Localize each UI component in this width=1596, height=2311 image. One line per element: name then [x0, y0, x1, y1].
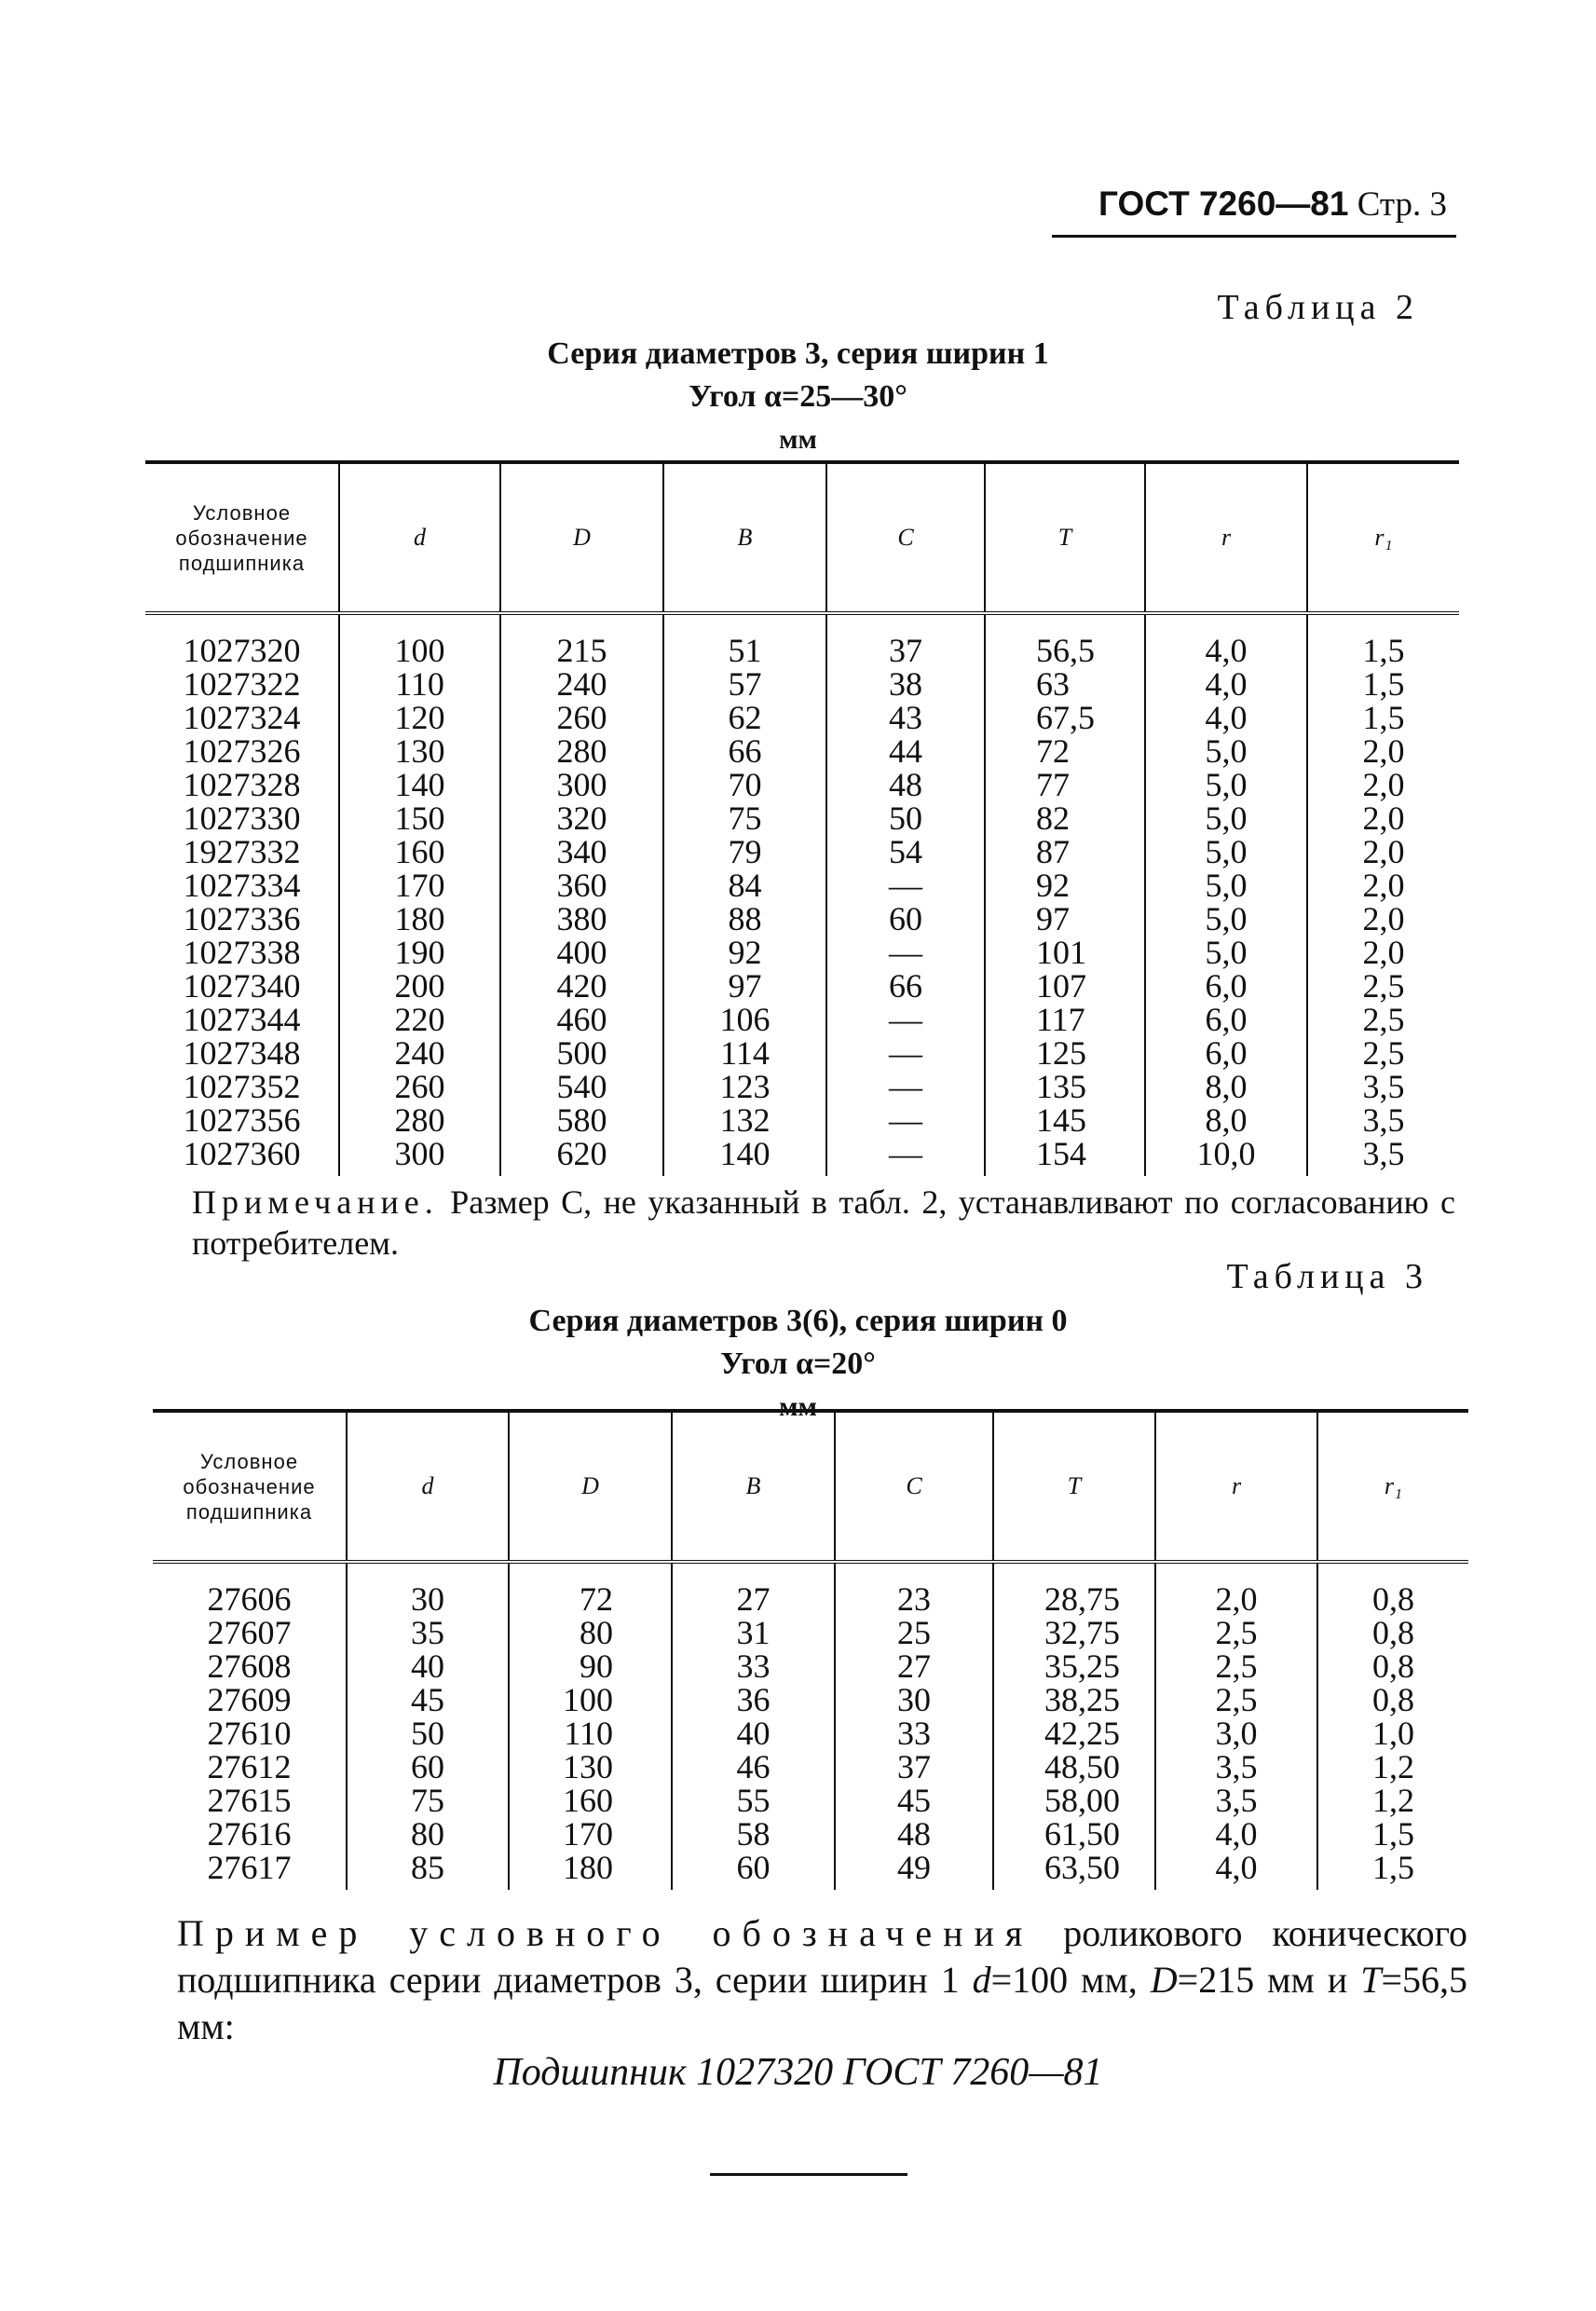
cell-C: —	[826, 1103, 985, 1137]
cell-d: 200	[339, 969, 500, 1003]
note-text: Размер С, не указанный в табл. 2, устанавливают по согласованию с потребителем.	[192, 1183, 1455, 1262]
cell-d: 220	[339, 1003, 500, 1036]
cell-r1: 2,0	[1307, 835, 1459, 868]
cell-T: 92	[985, 868, 1145, 902]
cell-T: 58,00	[993, 1784, 1155, 1817]
cell-r1: 1,5	[1307, 667, 1459, 701]
cell-C: —	[826, 1070, 985, 1103]
cell-designation: 27609	[207, 1681, 292, 1718]
cell-T: 87	[985, 835, 1145, 868]
table2-header-C: C	[826, 462, 985, 613]
cell-C: —	[826, 1036, 985, 1070]
cell-B: 140	[663, 1137, 826, 1176]
cell-designation: 1027336	[183, 900, 301, 937]
table2-body	[145, 613, 1459, 1176]
cell-B: 33	[672, 1649, 835, 1683]
cell-r1: 1,5	[1317, 1851, 1468, 1890]
cell-d: 140	[339, 768, 500, 801]
table3-header-r1: r₁	[1317, 1411, 1468, 1562]
cell-T: 97	[985, 902, 1145, 936]
cell-d: 190	[339, 936, 500, 969]
cell-d: 170	[339, 868, 500, 902]
cell-C: 48	[826, 768, 985, 801]
cell-r1: 1,5	[1307, 701, 1459, 734]
table-row	[153, 1683, 1468, 1716]
table-row	[153, 1616, 1468, 1649]
cell-d: 300	[339, 1137, 500, 1176]
cell-designation: 27606	[207, 1580, 292, 1618]
example-d-symbol: d	[972, 1959, 991, 2001]
cell-D: 580	[500, 1103, 663, 1137]
cell-C: 66	[826, 969, 985, 1003]
example-text-c: =215 мм и	[1177, 1959, 1361, 2001]
cell-d: 180	[339, 902, 500, 936]
cell-r: 4,0	[1155, 1851, 1317, 1890]
cell-r1: 1,0	[1317, 1716, 1468, 1750]
cell-T: 28,75	[993, 1562, 1155, 1616]
cell-r: 4,0	[1155, 1817, 1317, 1851]
cell-C: 49	[835, 1851, 993, 1890]
cell-designation: 1027344	[183, 1001, 301, 1038]
cell-r: 3,0	[1155, 1716, 1317, 1750]
cell-B: 79	[663, 835, 826, 868]
table-row	[145, 1137, 1459, 1176]
cell-C: 25	[835, 1616, 993, 1649]
table-row	[145, 734, 1459, 768]
cell-D: 400	[500, 936, 663, 969]
table3-title-line-2: Угол α=20°	[720, 1347, 876, 1381]
cell-B: 70	[663, 768, 826, 801]
table3-body	[153, 1562, 1468, 1890]
cell-r1: 2,0	[1307, 936, 1459, 969]
cell-designation: 27612	[207, 1748, 292, 1785]
cell-D: 320	[500, 801, 663, 835]
cell-C: —	[826, 868, 985, 902]
cell-B: 58	[672, 1817, 835, 1851]
page-number: Стр. 3	[1357, 185, 1447, 224]
page-header	[1098, 185, 1447, 225]
cell-B: 106	[663, 1003, 826, 1036]
cell-designation: 1027352	[183, 1068, 301, 1105]
cell-C: —	[826, 1137, 985, 1176]
table-row	[153, 1562, 1468, 1616]
table2-header-d: d	[339, 462, 500, 613]
cell-C: 54	[826, 835, 985, 868]
table2-header-T: T	[985, 462, 1145, 613]
cell-B: 46	[672, 1750, 835, 1784]
cell-designation: 27616	[207, 1815, 292, 1853]
cell-C: 50	[826, 801, 985, 835]
cell-r: 5,0	[1145, 868, 1307, 902]
cell-designation: 1927332	[183, 833, 301, 870]
cell-r: 3,5	[1155, 1784, 1317, 1817]
table2-note	[192, 1182, 1455, 1264]
cell-d: 85	[347, 1851, 509, 1890]
example-sample-designation: Подшипник 1027320 ГОСТ 7260—81	[493, 2051, 1103, 2094]
cell-T: 72	[985, 734, 1145, 768]
cell-designation: 1027348	[183, 1034, 301, 1072]
cell-T: 48,50	[993, 1750, 1155, 1784]
table-row	[145, 1070, 1459, 1103]
table3-header-d: d	[347, 1411, 509, 1562]
cell-B: 123	[663, 1070, 826, 1103]
table3-header-r: r	[1155, 1411, 1317, 1562]
cell-C: 43	[826, 701, 985, 734]
cell-D: 420	[500, 969, 663, 1003]
cell-d: 150	[339, 801, 500, 835]
cell-D: 460	[500, 1003, 663, 1036]
cell-designation: 1027360	[183, 1135, 301, 1172]
table-row	[153, 1649, 1468, 1683]
table-row	[145, 902, 1459, 936]
cell-designation: 1027326	[183, 732, 301, 770]
cell-designation: 1027334	[183, 867, 301, 904]
cell-designation: 27610	[207, 1715, 292, 1752]
table-row	[145, 667, 1459, 701]
cell-r: 2,5	[1155, 1683, 1317, 1716]
cell-B: 57	[663, 667, 826, 701]
cell-D: 90	[509, 1649, 672, 1683]
cell-r1: 2,5	[1307, 1003, 1459, 1036]
cell-D: 72	[509, 1562, 672, 1616]
cell-D: 130	[509, 1750, 672, 1784]
cell-d: 30	[347, 1562, 509, 1616]
cell-r: 3,5	[1155, 1750, 1317, 1784]
cell-T: 145	[985, 1103, 1145, 1137]
cell-r1: 0,8	[1317, 1683, 1468, 1716]
cell-C: 37	[835, 1750, 993, 1784]
cell-C: 44	[826, 734, 985, 768]
cell-r: 2,5	[1155, 1616, 1317, 1649]
cell-D: 360	[500, 868, 663, 902]
table3-header-D: D	[509, 1411, 672, 1562]
cell-r1: 1,2	[1317, 1750, 1468, 1784]
cell-B: 51	[663, 613, 826, 667]
example-text-d: =56,5 мм:	[177, 1959, 1468, 2047]
cell-D: 100	[509, 1683, 672, 1716]
cell-D: 80	[509, 1616, 672, 1649]
cell-D: 110	[509, 1716, 672, 1750]
cell-designation: 1027328	[183, 766, 301, 803]
cell-d: 40	[347, 1649, 509, 1683]
cell-B: 132	[663, 1103, 826, 1137]
cell-D: 215	[500, 613, 663, 667]
cell-r: 5,0	[1145, 835, 1307, 868]
cell-d: 50	[347, 1716, 509, 1750]
table3-header-C: C	[835, 1411, 993, 1562]
table2-header-r1: r₁	[1307, 462, 1459, 613]
cell-designation: 27607	[207, 1614, 292, 1651]
cell-r: 2,5	[1155, 1649, 1317, 1683]
cell-r1: 2,0	[1307, 868, 1459, 902]
cell-r1: 2,5	[1307, 969, 1459, 1003]
cell-r: 4,0	[1145, 701, 1307, 734]
table3-title-line-3: мм	[779, 1391, 817, 1422]
cell-B: 66	[663, 734, 826, 768]
cell-D: 300	[500, 768, 663, 801]
cell-D: 170	[509, 1817, 672, 1851]
table-row	[145, 835, 1459, 868]
cell-r: 6,0	[1145, 1036, 1307, 1070]
cell-d: 45	[347, 1683, 509, 1716]
cell-r1: 2,0	[1307, 768, 1459, 801]
note-label: Примечание.	[192, 1183, 439, 1221]
cell-r1: 2,0	[1307, 801, 1459, 835]
cell-r: 8,0	[1145, 1103, 1307, 1137]
cell-B: 75	[663, 801, 826, 835]
cell-r: 5,0	[1145, 768, 1307, 801]
cell-designation: 1027340	[183, 967, 301, 1005]
example-text-a: роликового конического подшипника серии диаметров 3, серии ширин 1	[177, 1912, 1467, 2001]
table-row	[153, 1851, 1468, 1890]
table2-header-B: B	[663, 462, 826, 613]
table2-label: Таблица 2	[1217, 288, 1419, 327]
cell-T: 38,25	[993, 1683, 1155, 1716]
cell-d: 60	[347, 1750, 509, 1784]
cell-r1: 1,5	[1317, 1817, 1468, 1851]
table-row	[153, 1817, 1468, 1851]
cell-d: 240	[339, 1036, 500, 1070]
cell-designation: 27608	[207, 1648, 292, 1685]
cell-d: 80	[347, 1817, 509, 1851]
cell-d: 160	[339, 835, 500, 868]
table2-title	[0, 333, 1596, 461]
cell-r: 6,0	[1145, 1003, 1307, 1036]
cell-C: 30	[835, 1683, 993, 1716]
cell-T: 135	[985, 1070, 1145, 1103]
cell-r1: 1,5	[1307, 613, 1459, 667]
cell-r1: 1,2	[1317, 1784, 1468, 1817]
table2-title-line-1: Серия диаметров 3, серия ширин 1	[547, 336, 1049, 371]
table2	[145, 460, 1459, 1176]
table-row	[145, 969, 1459, 1003]
cell-T: 107	[985, 969, 1145, 1003]
cell-r: 6,0	[1145, 969, 1307, 1003]
cell-r: 10,0	[1145, 1137, 1307, 1176]
cell-C: 37	[826, 613, 985, 667]
cell-D: 380	[500, 902, 663, 936]
table-row	[145, 768, 1459, 801]
cell-r: 8,0	[1145, 1070, 1307, 1103]
cell-T: 101	[985, 936, 1145, 969]
table2-header-designation: Условное обозначение подшипника	[145, 462, 339, 613]
cell-B: 31	[672, 1616, 835, 1649]
table3-header-designation: Условное обозначение подшипника	[153, 1411, 347, 1562]
cell-B: 36	[672, 1683, 835, 1716]
cell-r1: 0,8	[1317, 1649, 1468, 1683]
cell-B: 114	[663, 1036, 826, 1070]
cell-T: 42,25	[993, 1716, 1155, 1750]
cell-d: 100	[339, 613, 500, 667]
cell-designation: 1027322	[183, 665, 301, 703]
cell-T: 63	[985, 667, 1145, 701]
cell-designation: 1027338	[183, 934, 301, 971]
cell-designation: 1027330	[183, 800, 301, 837]
cell-C: 60	[826, 902, 985, 936]
cell-D: 540	[500, 1070, 663, 1103]
cell-C: 38	[826, 667, 985, 701]
cell-T: 35,25	[993, 1649, 1155, 1683]
cell-D: 180	[509, 1851, 672, 1890]
cell-C: 27	[835, 1649, 993, 1683]
cell-B: 88	[663, 902, 826, 936]
table-row	[145, 936, 1459, 969]
cell-d: 110	[339, 667, 500, 701]
end-rule	[710, 2173, 907, 2176]
cell-T: 56,5	[985, 613, 1145, 667]
cell-C: 45	[835, 1784, 993, 1817]
cell-r: 5,0	[1145, 936, 1307, 969]
cell-r: 5,0	[1145, 902, 1307, 936]
cell-D: 160	[509, 1784, 672, 1817]
cell-D: 280	[500, 734, 663, 768]
table3-header-B: B	[672, 1411, 835, 1562]
cell-D: 240	[500, 667, 663, 701]
table2-title-line-3: мм	[779, 424, 817, 455]
cell-B: 40	[672, 1716, 835, 1750]
cell-r1: 0,8	[1317, 1562, 1468, 1616]
cell-r: 4,0	[1145, 613, 1307, 667]
cell-r: 2,0	[1155, 1562, 1317, 1616]
cell-B: 84	[663, 868, 826, 902]
cell-T: 77	[985, 768, 1145, 801]
cell-D: 500	[500, 1036, 663, 1070]
table-row	[145, 801, 1459, 835]
cell-C: —	[826, 936, 985, 969]
cell-r1: 2,0	[1307, 734, 1459, 768]
table2-header-D: D	[500, 462, 663, 613]
cell-r: 5,0	[1145, 801, 1307, 835]
cell-T: 125	[985, 1036, 1145, 1070]
header-rule	[1052, 235, 1456, 238]
table3	[153, 1409, 1468, 1890]
cell-r1: 3,5	[1307, 1137, 1459, 1176]
cell-B: 27	[672, 1562, 835, 1616]
designation-example	[177, 1910, 1467, 2050]
table-row	[145, 1003, 1459, 1036]
cell-d: 120	[339, 701, 500, 734]
cell-T: 63,50	[993, 1851, 1155, 1890]
table3-label: Таблица 3	[1226, 1257, 1428, 1296]
table-row	[153, 1784, 1468, 1817]
cell-D: 340	[500, 835, 663, 868]
cell-d: 260	[339, 1070, 500, 1103]
example-text-b: =100 мм,	[990, 1959, 1151, 2001]
cell-designation: 1027324	[183, 699, 301, 736]
example-T-symbol: T	[1360, 1959, 1382, 2001]
table-row	[145, 1103, 1459, 1137]
cell-B: 92	[663, 936, 826, 969]
cell-C: 48	[835, 1817, 993, 1851]
cell-T: 61,50	[993, 1817, 1155, 1851]
cell-B: 55	[672, 1784, 835, 1817]
cell-r: 4,0	[1145, 667, 1307, 701]
cell-T: 82	[985, 801, 1145, 835]
cell-r1: 3,5	[1307, 1070, 1459, 1103]
table3-title-line-1: Серия диаметров 3(6), серия ширин 0	[528, 1304, 1068, 1338]
cell-B: 97	[663, 969, 826, 1003]
cell-designation: 1027356	[183, 1101, 301, 1139]
cell-C: 23	[835, 1562, 993, 1616]
standard-number: ГОСТ 7260—81	[1098, 185, 1349, 223]
cell-d: 35	[347, 1616, 509, 1649]
cell-C: 33	[835, 1716, 993, 1750]
cell-d: 280	[339, 1103, 500, 1137]
cell-r1: 3,5	[1307, 1103, 1459, 1137]
table-row	[145, 868, 1459, 902]
table-row	[153, 1750, 1468, 1784]
table-row	[145, 1036, 1459, 1070]
cell-r1: 2,5	[1307, 1036, 1459, 1070]
cell-designation: 27615	[207, 1782, 292, 1819]
cell-T: 117	[985, 1003, 1145, 1036]
cell-d: 75	[347, 1784, 509, 1817]
cell-d: 130	[339, 734, 500, 768]
cell-D: 260	[500, 701, 663, 734]
cell-C: —	[826, 1003, 985, 1036]
cell-T: 67,5	[985, 701, 1145, 734]
cell-T: 32,75	[993, 1616, 1155, 1649]
cell-T: 154	[985, 1137, 1145, 1176]
table-row	[145, 613, 1459, 667]
cell-D: 620	[500, 1137, 663, 1176]
cell-B: 60	[672, 1851, 835, 1890]
example-D-symbol: D	[1150, 1959, 1178, 2001]
table3-header-T: T	[993, 1411, 1155, 1562]
cell-designation: 27617	[207, 1849, 292, 1886]
cell-r1: 2,0	[1307, 902, 1459, 936]
table2-header-r: r	[1145, 462, 1307, 613]
example-label: Пример условного обозначения	[177, 1912, 1034, 1954]
cell-B: 62	[663, 701, 826, 734]
table-row	[145, 701, 1459, 734]
table-row	[153, 1716, 1468, 1750]
table2-title-line-2: Угол α=25—30°	[689, 379, 907, 414]
cell-designation: 1027320	[183, 632, 301, 669]
cell-r: 5,0	[1145, 734, 1307, 768]
cell-r1: 0,8	[1317, 1616, 1468, 1649]
